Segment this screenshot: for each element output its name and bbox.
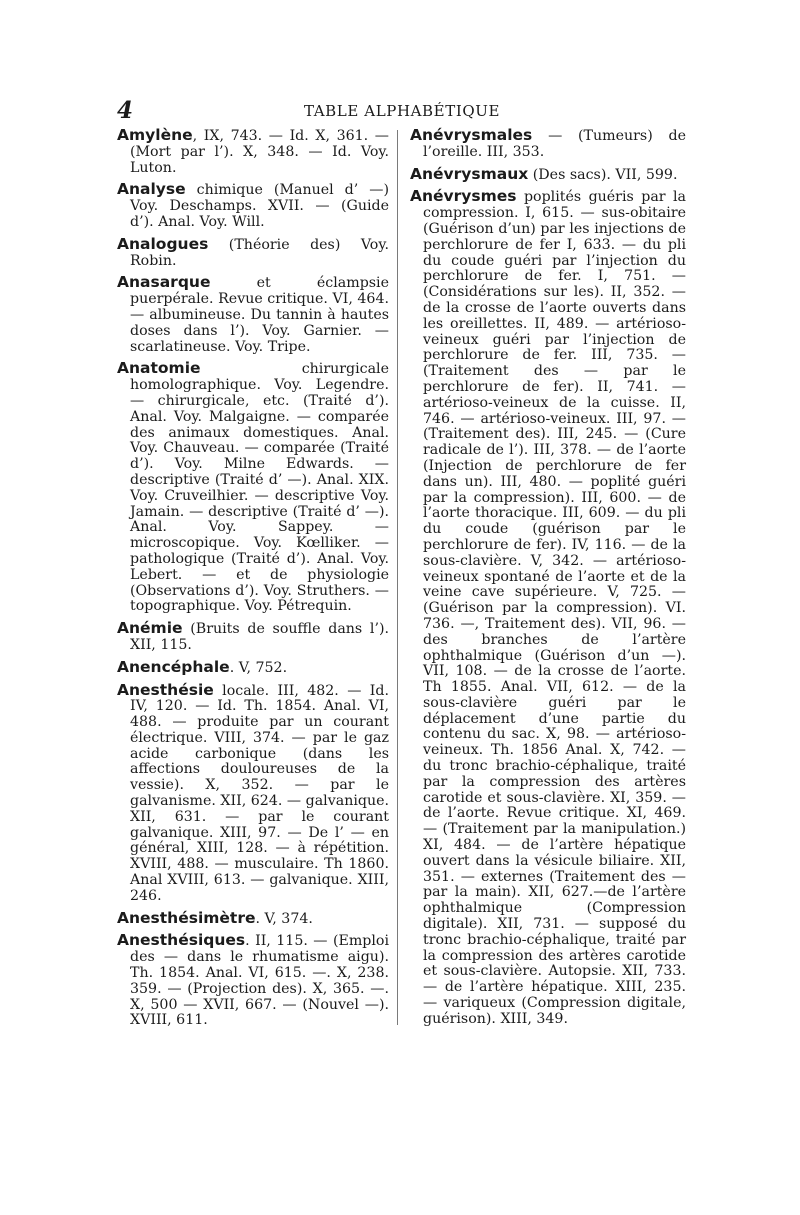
index-entry — [117, 361, 389, 615]
index-entry — [117, 128, 389, 176]
entry-references: poplités guéris par la compression. I, 615. — sus-obitaire (Guérison d’un) par les injections de perchlorure de fer I, 633. — du pli du coude guéri par l’injection du perchlorure de fer. I, 751. — (Considérations sur les). II, 352. — de la crosse de l’aorte ouverts dans les oreillettes. II, 489. — artérioso-veineux guéri par l’injection de perchlorure de fer. III, 735. — (Traitement des — par le perchlorure de fer). II, 741. — artérioso-veineux de la cuisse. II, 746. — artérioso-veineux. III, 97. — (Traitement des). III, 245. — (Cure radicale de l’). III, 378. — de l’aorte (Injection de perchlorure de fer dans un). III, 480. — poplité guéri par la compression). III, 600. — de l’aorte thoracique. III, 609. — du pli du coude (guérison par le perchlorure de fer). IV, 116. — de la sous-clavière. V, 342. — artérioso-veineux spontané de l’aorte et de la veine cave supérieure. V, 725. — (Guérison par la compression). VI. 736. —, Traitement des). VII, 96. — des branches de l’artère ophthalmique (Guérison d’un —). VII, 108. — de la crosse de l’aorte. Th 1855. Anal. VII, 612. — de la sous-clavière guéri par le déplacement d’une partie du contenu du sac. X, 98. — artérioso-veineux. Th. 1856 Anal. X, 742. — du tronc brachio-céphalique, traité par la compression des artères carotide et sous-clavière. XI, 359. — de l’aorte. Revue critique. XI, 469. — (Traitement par la manipulation.) XI, 484. — de l’artère hépatique ouvert dans la vésicule biliaire. XII, 351. — externes (Traitement des — par la main). XII, 627.—de l’artère ophthalmique (Compression digitale). XII, 731. — supposé du tronc brachio-céphalique, traité par la compression des artères carotide et sous-clavière. Autopsie. XII, 733. — de l’artère hépatique. XIII, 235. — variqueux (Compression digitale, guérison). XIII, 349. — [423, 189, 686, 1027]
index-entry — [117, 621, 389, 654]
index-entry — [117, 680, 389, 905]
index-entry — [117, 182, 389, 230]
right-column — [410, 128, 686, 1034]
entry-references: (Des sacs). VII, 599. — [528, 166, 678, 183]
entry-references: . II, 115. — (Emploi des — dans le rhumatisme aigu). Th. 1854. Anal. VI, 615. —. X, 238. 359. — (Projection des). X, 365. —. X, 500 — XVII, 667. — (Nouvel —). XVIII, 611. — [130, 933, 389, 1029]
index-entry — [117, 657, 389, 677]
entry-headword: Analogues — [117, 234, 209, 253]
entry-headword: Anévrysmes — [410, 187, 517, 206]
entry-headword: Anencéphale — [117, 657, 230, 676]
index-entry — [117, 275, 389, 355]
entry-references: — (Tumeurs) de l’oreille. III, 353. — [423, 128, 686, 160]
entry-references: et éclampsie puerpérale. Revue critique. VI, 464. — albumineuse. Du tannin à hautes doses dans l’). Voy. Garnier. — scarlatineuse. Voy. Tripe. — [130, 275, 389, 355]
index-entry — [117, 933, 389, 1029]
entry-references: (Bruits de souffle dans l’). XII, 115. — [130, 621, 389, 653]
entry-headword: Amylène — [117, 126, 193, 144]
running-head: TABLE ALPHABÉTIQUE — [303, 102, 501, 120]
page-number: 4 — [117, 97, 134, 124]
entry-references: , IX, 743. — Id. X, 361. — (Mort par l’). X, 348. — Id. Voy. Luton. — [130, 128, 389, 176]
entry-headword: Anasarque — [117, 273, 211, 292]
entry-headword: Anévrysmales — [410, 126, 533, 144]
page-header — [117, 97, 687, 124]
entry-headword: Anesthésie — [117, 680, 214, 699]
entry-headword: Anesthésiques — [117, 931, 246, 950]
index-entry — [410, 128, 686, 161]
entry-references: . V, 374. — [255, 910, 313, 927]
index-entry — [117, 234, 389, 270]
entry-references: (Théorie des) Voy. Robin. — [130, 236, 389, 269]
entry-references: . V, 752. — [229, 659, 288, 676]
entry-references: chirurgicale homolographique. Voy. Legendre. — chirurgicale, etc. (Traité d’). Anal. Voy. Malgaigne. — comparée des animaux domestiques. Anal. Voy. Chauveau. — comparée (Traité d’). Voy. Milne Edwards. — descriptive (Traité d’ —). Anal. XIX. Voy. Cruveilhier. — descriptive Voy. Jamain. — descriptive (Traité d’ —). Anal. Voy. Sappey. — microscopique. Voy. Kœlliker. — pathologique (Traité d’). Anal. Voy. Lebert. — et de physiologie (Observations d’). Voy. Struthers. — topographique. Voy. Pétrequin. — [130, 361, 389, 615]
entry-references: locale. III, 482. — Id. IV, 120. — Id. Th. 1854. Anal. VI, 488. — produite par un courant électrique. VIII, 374. — par le gaz acide carbonique (dans les affections douloureuses de la vessie). X, 352. — par le galvanisme. XII, 624. — galvanique. XII, 631. — par le courant galvanique. XIII, 97. — De l’ — en général, XIII, 128. — à répétition. XVIII, 488. — musculaire. Th 1860. Anal XVIII, 613. — galvanique. XIII, 246. — [130, 682, 389, 904]
entry-headword: Anémie — [117, 619, 183, 638]
column-divider — [397, 130, 398, 1025]
index-entry — [410, 164, 686, 184]
left-column — [117, 128, 389, 1035]
entry-headword: Anesthésimètre — [117, 908, 256, 927]
entry-references: chimique (Manuel d’ —) Voy. Deschamps. XVII. — (Guide d’). Anal. Voy. Will. — [130, 182, 389, 230]
index-entry — [117, 908, 389, 928]
index-entry — [410, 189, 686, 1027]
entry-headword: Analyse — [117, 180, 186, 199]
entry-headword: Anévrysmaux — [410, 164, 529, 183]
entry-headword: Anatomie — [117, 359, 201, 378]
